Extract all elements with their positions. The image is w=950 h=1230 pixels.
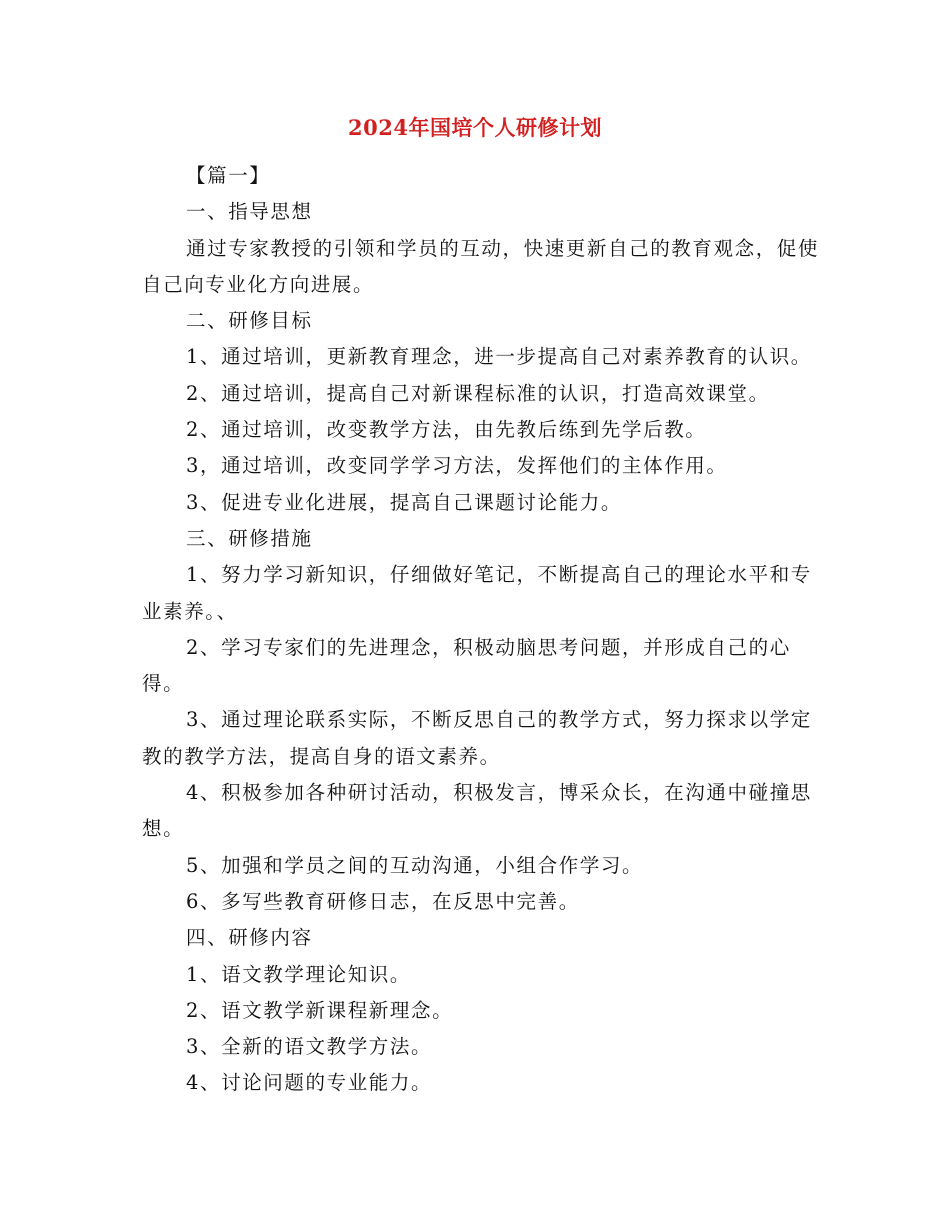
list-item: 1、通过培训，更新教育理念，进一步提高自己对素养教育的认识。 <box>186 345 812 369</box>
list-item: 3、全新的语文教学方法。 <box>186 1035 433 1059</box>
list-item: 2、通过培训，提高自己对新课程标准的认识，打造高效课堂。 <box>186 381 770 405</box>
list-item: 1、努力学习新知识，仔细做好笔记，不断提高自己的理论水平和专业素养。、 <box>142 563 812 623</box>
list-item: 2、学习专家们的先进理念，积极动脑思考问题，并形成自己的心得。 <box>142 635 791 696</box>
document-body <box>142 158 822 1102</box>
list-item: 2、语文教学新课程新理念。 <box>186 998 454 1022</box>
list-item: 4、讨论问题的专业能力。 <box>186 1071 433 1095</box>
list-item: 3，通过培训，改变同学学习方法，发挥他们的主体作用。 <box>186 454 728 478</box>
list-item: 4、积极参加各种研讨活动，积极发言，博采众长，在沟通中碰撞思想。 <box>142 781 812 841</box>
list-item: 3、通过理论联系实际，不断反思自己的教学方式，努力探求以学定教的教学方法，提高自身的语文素养。 <box>142 708 812 768</box>
list-item: 2、通过培训，改变教学方法，由先教后练到先学后教。 <box>186 418 707 442</box>
list-item: 3、促进专业化进展，提高自己课题讨论能力。 <box>186 490 623 514</box>
list-item: 5、加强和学员之间的互动沟通，小组合作学习。 <box>186 853 644 877</box>
heading-study-goals: 二、研修目标 <box>186 309 313 333</box>
heading-guiding-ideology: 一、指导思想 <box>186 200 313 224</box>
paragraph: 通过专家教授的引领和学员的互动，快速更新自己的教育观念，促使自己向专业化方向进展。 <box>142 236 820 296</box>
section-label: 【篇一】 <box>186 164 271 187</box>
list-item: 1、语文教学理论知识。 <box>186 962 412 986</box>
heading-study-content: 四、研修内容 <box>186 926 313 950</box>
list-item: 6、多写些教育研修日志，在反思中完善。 <box>186 889 580 913</box>
document-title: 2024年国培个人研修计划 <box>348 115 602 140</box>
heading-study-measures: 三、研修措施 <box>186 526 313 550</box>
